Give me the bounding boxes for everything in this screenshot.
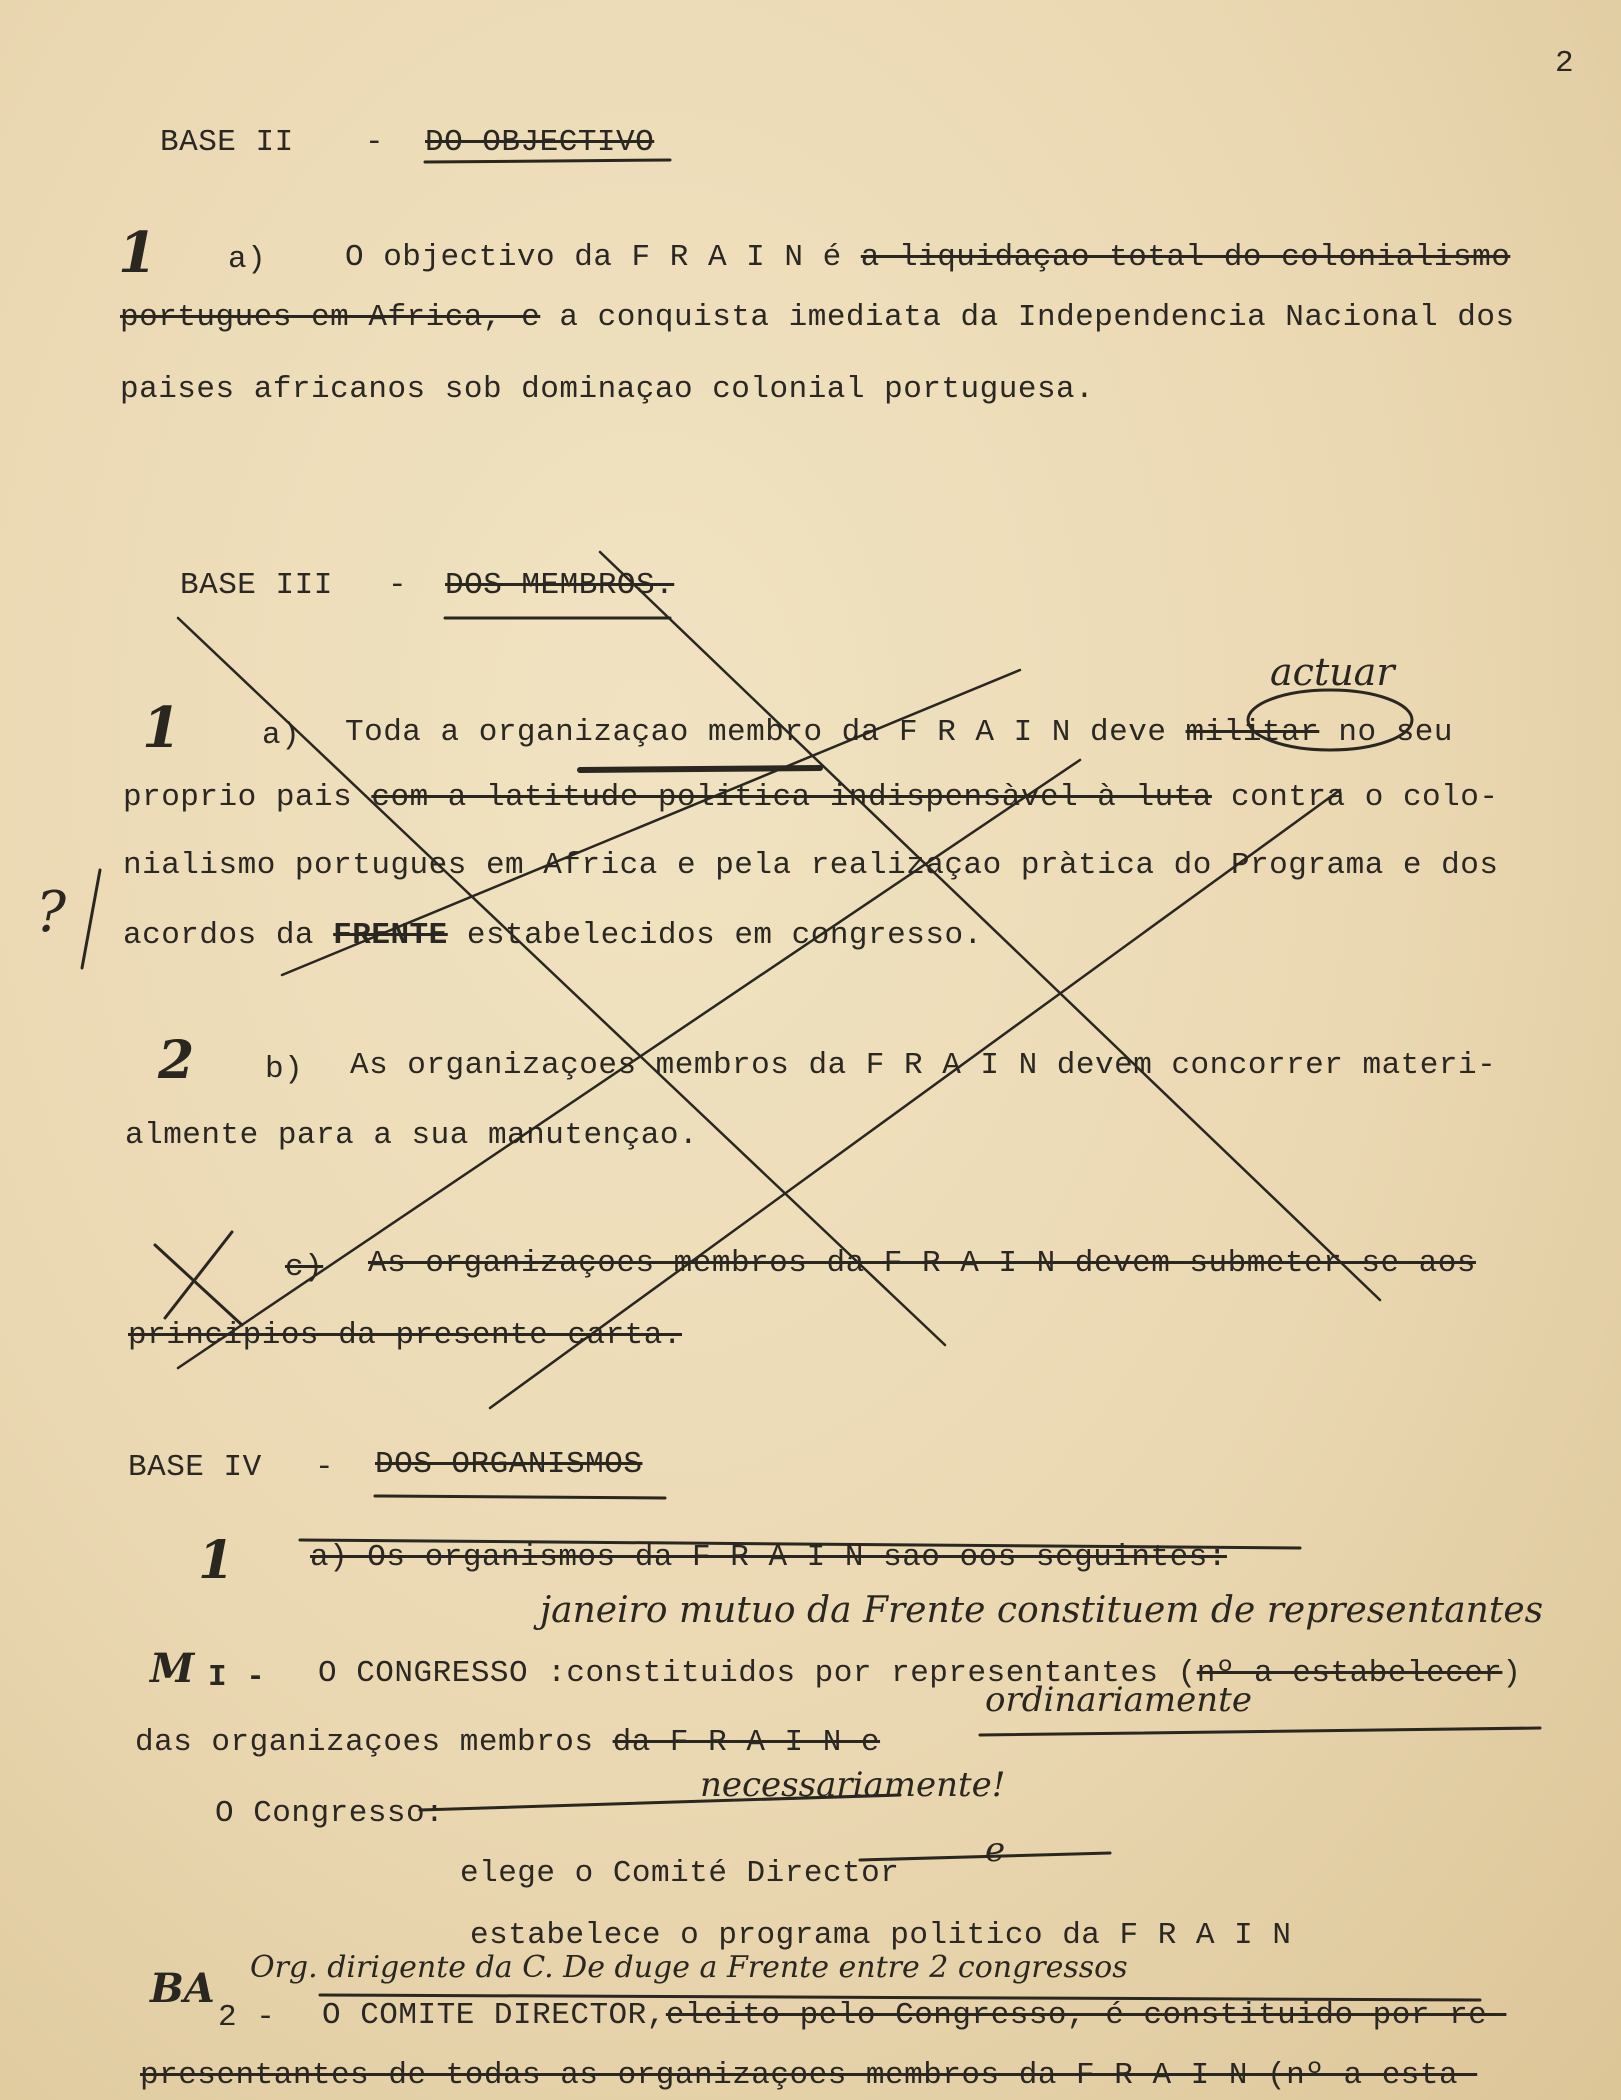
cross-stroke-4 (178, 760, 1080, 1368)
base4-estabelece-line: estabelece o programa politico da F R A I N (470, 1918, 1292, 1953)
base3-c-line1: As organizaçoes membros da F R A I N devem submeter-se aos (368, 1246, 1476, 1281)
base4-item2-line2: presentantes de todas as organizaçoes membros da F R A I N (nº a esta- (140, 2058, 1478, 2093)
base4-item2-number: 2 - (218, 2000, 276, 2035)
base4-item1-number: I - (208, 1660, 266, 1695)
base3-label: BASE III (180, 568, 333, 603)
base4-item2-margin-mark: BA (150, 1965, 215, 2012)
base4-title-underline (375, 1496, 665, 1498)
base4-item2-struck: eleito pelo Congresso, é constituido por re- (665, 1998, 1507, 2033)
base4-item1-line2-struck: da F R A I N e (612, 1725, 881, 1760)
base2-line2-text: a conquista imediata da Independencia Nacional dos (559, 300, 1515, 335)
base2-line3: paises africanos sob dominaçao colonial portuguesa. (120, 372, 1095, 407)
base2-line1-struck: a liquidaçao total do colonialismo (860, 240, 1511, 275)
base4-handwritten-line1: janeiro mutuo da Frente constituem de representantes (540, 1590, 1544, 1631)
base3-a-line3: nialismo portugues em Africa e pela realizaçao pràtica do Programa e dos (123, 848, 1499, 883)
base2-margin-number: 1 (118, 220, 157, 286)
base4-title: DOS ORGANISMOS (375, 1447, 643, 1482)
base3-b-line1: As organizaçoes membros da F R A I N devem concorrer materi- (350, 1048, 1497, 1083)
base4-item2-text: O COMITE DIRECTOR, (322, 1998, 666, 2033)
base3-c-label: c) (285, 1250, 324, 1285)
base4-handwritten-e: e (985, 1830, 1006, 1870)
base4-a-strike-line (300, 1540, 1300, 1548)
base3-a-line2-text: proprio pais (123, 780, 353, 815)
base3-title: DOS MEMBROS. (445, 568, 675, 603)
base4-a-struck: a) Os organismos da F R A I N sao oos seguintes: (310, 1540, 1227, 1575)
base3-handwritten-insert: actuar (1270, 650, 1395, 694)
base3-c-line2: principios da presente carta. (128, 1318, 682, 1353)
base3-a-line1-struck: militar (1185, 715, 1320, 750)
handwritten-stroke-e (860, 1853, 1110, 1860)
handwritten-strike-1 (980, 1728, 1540, 1735)
base4-item1-line2-text: das organizaçoes membros (135, 1725, 594, 1760)
base3-b-label: b) (265, 1052, 304, 1087)
base3-a-line2-end: contra o colo- (1231, 780, 1499, 815)
base3-a-line4-struck: FRENTE (333, 918, 448, 953)
base4-label: BASE IV (128, 1450, 262, 1485)
base3-b-margin-number: 2 (158, 1030, 195, 1091)
margin-query-stroke (82, 870, 100, 968)
base2-label: BASE II (160, 125, 294, 160)
handwritten-strike-2 (420, 1795, 900, 1810)
base3-a-label: a) (262, 718, 301, 753)
base2-line2-struck: portugues em Africa, e (120, 300, 541, 335)
base4-handwritten-line2: ordinariamente (985, 1680, 1252, 1720)
base4-handwritten-line4: Org. dirigente da C. De duge a Frente entre 2 congressos (250, 1950, 1128, 1985)
base4-item1-end: ) (1502, 1656, 1522, 1691)
base2-title-underline (425, 160, 670, 162)
base3-a-line4-end: estabelecidos em congresso. (466, 918, 983, 953)
handwritten-strike-3 (320, 1995, 1480, 2000)
base3-margin-query: ? (36, 880, 67, 945)
base3-b-line2: almente para a sua manutençao. (125, 1118, 699, 1153)
base4-item1-struck: nº a estabelecer (1196, 1656, 1503, 1691)
base4-item1-text: O CONGRESSO :constituidos por representantes ( (318, 1656, 1197, 1691)
base3-a-line2-struck: com a latitude politica indispensàvel à luta (371, 780, 1212, 815)
base4-margin-number: 1 (198, 1530, 235, 1591)
base3-a-line1-end: no seu (1338, 715, 1454, 750)
militar-circle (1248, 690, 1412, 750)
base3-a-line1-text: Toda a organizaçao membro da F R A I N deve (345, 715, 1167, 750)
base4-congresso-line: O Congresso: (215, 1796, 445, 1831)
base4-item1-margin-mark: M (150, 1645, 195, 1692)
base2-title: DO OBJECTIVO (425, 125, 655, 160)
insertion-stroke (580, 768, 820, 770)
base4-handwritten-line3: necessariamente! (700, 1765, 1006, 1805)
page-number: 2 (1555, 46, 1575, 81)
base2-item-label: a) (228, 242, 267, 277)
base3-a-margin-number: 1 (142, 695, 181, 761)
base4-dash: - (315, 1450, 335, 1485)
base4-elege-line: elege o Comité Director (460, 1856, 900, 1891)
base3-a-line4-text: acordos da (123, 918, 315, 953)
base3-dash: - (388, 568, 408, 603)
cross-stroke-1 (178, 618, 945, 1345)
base2-dash: - (365, 125, 385, 160)
base2-line1-text: O objectivo da F R A I N é (345, 240, 842, 275)
cross-stroke-2 (600, 552, 1380, 1300)
